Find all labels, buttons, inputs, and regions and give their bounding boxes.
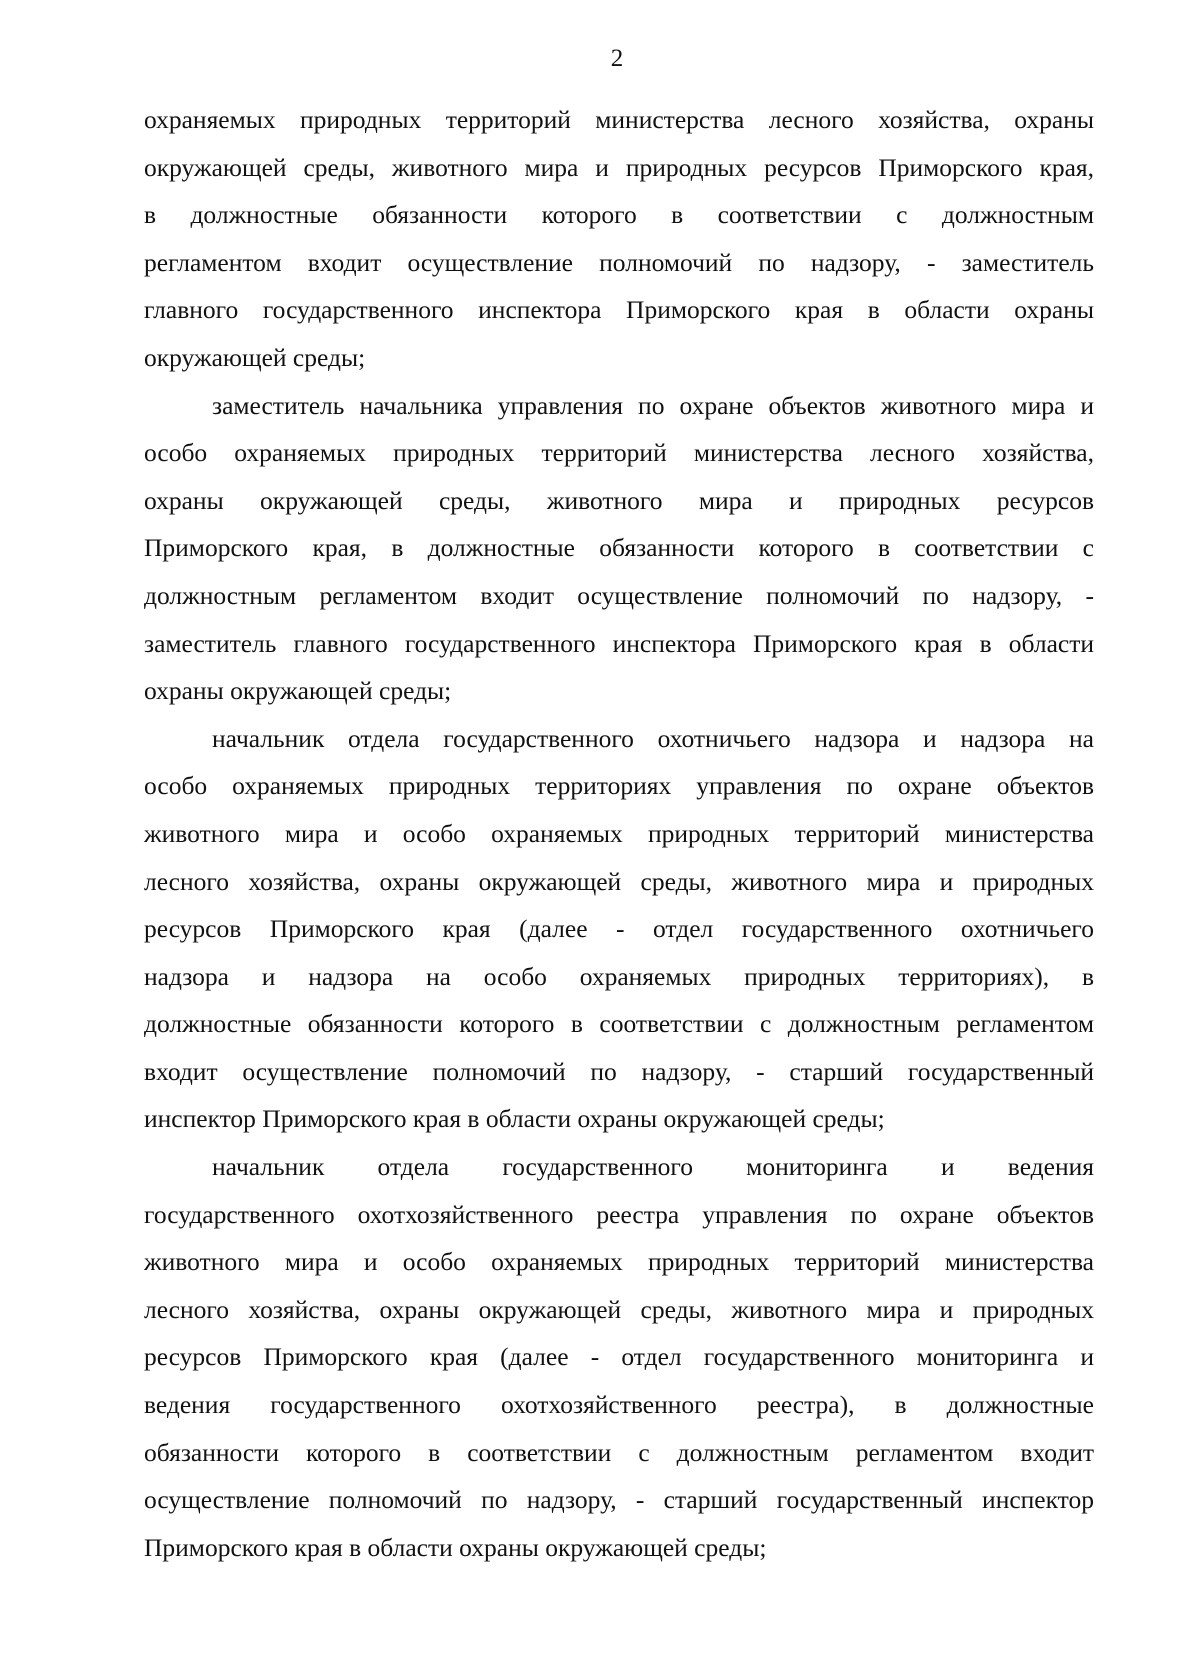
text-line: надзора и надзора на особо охраняемых природных территориях), в [144,961,1094,991]
text-line: охраны окружающей среды, животного мира и природных ресурсов [144,485,1094,515]
text-line: Приморского края в области охраны окружающей среды; [144,1532,767,1562]
paragraph-2 [144,382,1094,715]
text-line: заместитель главного государственного инспектора Приморского края в области [144,628,1094,658]
text-line: лесного хозяйства, охраны окружающей среды, животного мира и природных [144,866,1094,896]
text-line: главного государственного инспектора Приморского края в области охраны [144,295,1094,325]
text-line: окружающей среды, животного мира и природных ресурсов Приморского края, [144,152,1094,182]
text-line: инспектор Приморского края в области охраны окружающей среды; [144,1104,885,1134]
text-line: регламентом входит осуществление полномочий по надзору, - заместитель [144,247,1094,277]
text-line: государственного охотхозяйственного реестра управления по охране объектов [144,1199,1094,1229]
text-line: обязанности которого в соответствии с должностным регламентом входит [144,1437,1094,1467]
text-line: особо охраняемых природных территориях управления по охране объектов [144,771,1094,801]
text-line: Приморского края, в должностные обязанности которого в соответствии с [144,533,1094,563]
paragraph-1 [144,96,1094,382]
text-line: особо охраняемых природных территорий министерства лесного хозяйства, [144,438,1094,468]
page-number: 2 [610,45,624,72]
text-line: осуществление полномочий по надзору, - старший государственный инспектор [144,1485,1094,1515]
text-line: должностные обязанности которого в соответствии с должностным регламентом [144,1009,1094,1039]
paragraph-4 [144,1143,1094,1571]
paragraph-3 [144,715,1094,1143]
text-line: ресурсов Приморского края (далее - отдел государственного охотничьего [144,914,1094,944]
text-line: начальник отдела государственного мониторинга и ведения [212,1152,1094,1182]
document-body [144,96,1094,1571]
text-line: в должностные обязанности которого в соответствии с должностным [144,200,1094,230]
text-line: ресурсов Приморского края (далее - отдел государственного мониторинга и [144,1342,1094,1372]
text-line: охраняемых природных территорий министерства лесного хозяйства, охраны [144,105,1094,134]
text-line: окружающей среды; [144,342,366,372]
text-line: начальник отдела государственного охотничьего надзора и надзора на [212,723,1094,753]
text-line: животного мира и особо охраняемых природных территорий министерства [144,818,1094,848]
text-line: должностным регламентом входит осуществление полномочий по надзору, - [144,580,1094,610]
text-line: лесного хозяйства, охраны окружающей среды, животного мира и природных [144,1294,1094,1324]
text-line: входит осуществление полномочий по надзору, - старший государственный [144,1056,1094,1086]
text-line: животного мира и особо охраняемых природных территорий министерства [144,1247,1094,1277]
text-line: ведения государственного охотхозяйственного реестра), в должностные [144,1390,1094,1420]
text-line: охраны окружающей среды; [144,676,452,706]
text-line: заместитель начальника управления по охране объектов животного мира и [212,390,1094,420]
